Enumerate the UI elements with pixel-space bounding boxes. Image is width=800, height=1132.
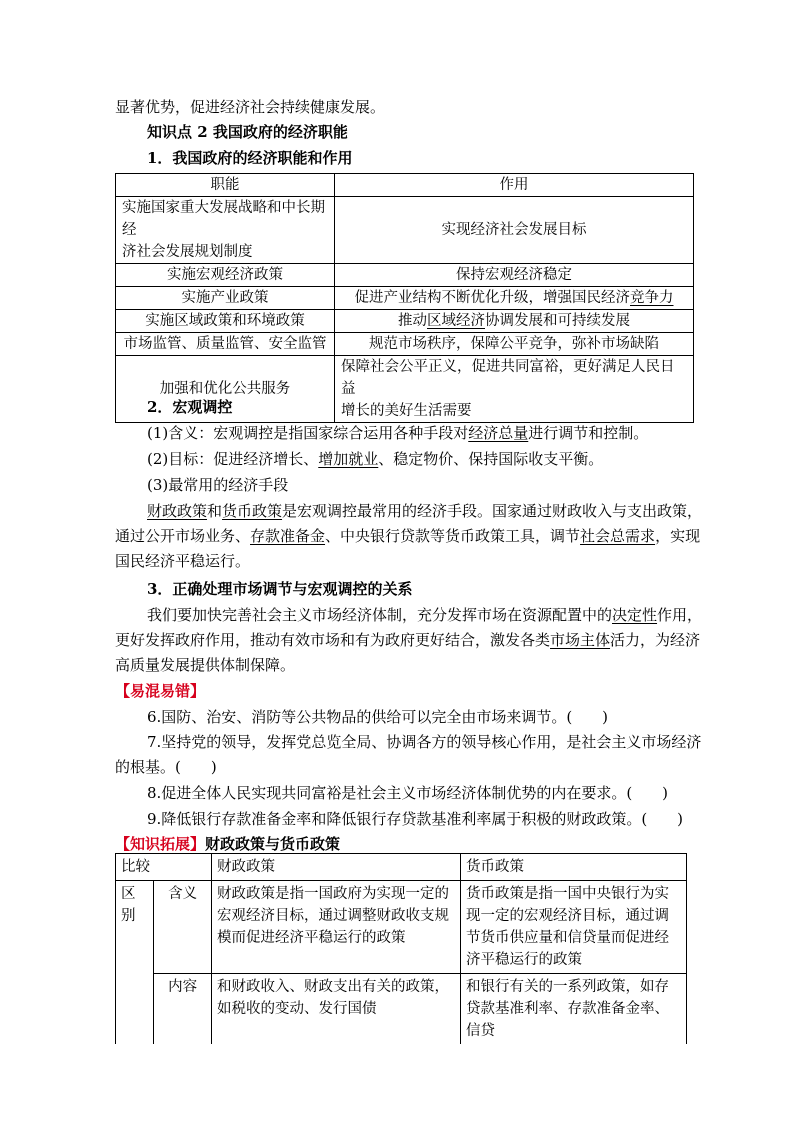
row-label-content: 内容 xyxy=(154,974,212,1045)
extension-title-tag: 【知识拓展】 xyxy=(115,835,206,853)
role-underlined-term: 竞争力 xyxy=(630,290,674,306)
text-span: 和 xyxy=(207,502,223,520)
function-cell: 实施区域政策和环境政策 xyxy=(116,310,335,333)
text-span: 通过公开市场业务、 xyxy=(115,527,251,545)
row-label-meaning: 含义 xyxy=(154,881,212,974)
role-cell: 保持宏观经济稳定 xyxy=(335,264,694,287)
role-cell xyxy=(335,287,694,310)
section-2-title: 知识点 2 我国政府的经济职能 xyxy=(147,123,348,141)
function-line: 实施国家重大发展战略和中长期经 xyxy=(122,200,325,238)
text-span: 、稳定物价、保持国际收支平衡。 xyxy=(378,450,604,468)
subsection-1-title: 1．我国政府的经济职能和作用 xyxy=(147,149,353,167)
role-cell: 规范市场秩序，保障公平竞争，弥补市场缺陷 xyxy=(335,333,694,356)
question-9: 9.降低银行存款准备金率和降低银行存贷款基准利率属于积极的财政政策。( ) xyxy=(147,810,684,828)
table-row xyxy=(116,881,687,974)
table-header-row xyxy=(116,174,694,197)
underlined-term: 存款准备金 xyxy=(250,527,326,545)
header-fiscal: 财政政策 xyxy=(212,854,461,881)
role-cell xyxy=(335,310,694,333)
table-row xyxy=(116,310,694,333)
text-span: 作用， xyxy=(657,606,703,624)
function-cell: 实施宏观经济政策 xyxy=(116,264,335,287)
role-line: 保障社会公平正义，促进共同富裕，更好满足人民日益 xyxy=(341,359,675,397)
function-cell xyxy=(116,197,335,264)
text-span: (1)含义：宏观调控是指国家综合运用各种手段对 xyxy=(147,424,469,442)
header-function: 职能 xyxy=(116,174,335,197)
underlined-term: 财政政策 xyxy=(147,502,208,520)
text-span: 进行调节和控制。 xyxy=(528,424,649,442)
question-8: 8.促进全体人民实现共同富裕是社会主义市场经济体制优势的内在要求。( ) xyxy=(147,784,669,802)
role-text: 推动 xyxy=(398,313,427,329)
text-span: 更好发挥政府作用，推动有效市场和有为政府更好结合，激发各类 xyxy=(115,631,551,649)
table-row xyxy=(116,197,694,264)
macro-goals xyxy=(147,448,603,470)
group-label-difference: 区 别 xyxy=(116,881,154,1045)
function-cell: 加强和优化公共服务 xyxy=(116,356,335,423)
macro-means-line-2 xyxy=(115,525,700,547)
role-line: 增长的美好生活需要 xyxy=(341,403,472,419)
header-monetary: 货币政策 xyxy=(461,854,687,881)
table-row xyxy=(116,974,687,1045)
underlined-term: 决定性 xyxy=(612,606,658,624)
text-span: 是宏观调控最常用的经济手段。国家通过财政收入与支出政策， xyxy=(282,502,703,520)
macro-means-line-1 xyxy=(147,500,702,522)
text-span: 、中央银行贷款等货币政策工具，调节 xyxy=(325,527,581,545)
table-row xyxy=(116,333,694,356)
text-span: 活力，为经济 xyxy=(610,631,701,649)
role-underlined-term: 区域经济 xyxy=(427,313,485,329)
question-7-line-2: 的根基。( ) xyxy=(115,758,217,776)
underlined-term: 市场主体 xyxy=(550,631,611,649)
text-span: (2)目标：促进经济增长、 xyxy=(147,450,319,468)
question-6: 6.国防、治安、消防等公共物品的供给可以完全由市场来调节。( ) xyxy=(147,708,609,726)
table-header-row xyxy=(116,854,687,881)
function-cell: 实施产业政策 xyxy=(116,287,335,310)
macro-means-line-3: 国民经济平稳运行。 xyxy=(115,552,251,570)
relation-line-2 xyxy=(115,629,700,651)
table-row xyxy=(116,287,694,310)
fiscal-content-cell: 和财政收入、财政支出有关的政策，如税收的变动、发行国债 xyxy=(212,974,461,1045)
macro-means-heading: (3)最常用的经济手段 xyxy=(147,476,289,494)
economic-functions-table xyxy=(115,173,694,423)
subsection-2-title: 2．宏观调控 xyxy=(147,398,233,416)
role-text: 协调发展和可持续发展 xyxy=(485,313,630,329)
text-span: 我们要加快完善社会主义市场经济体制，充分发挥市场在资源配置中的 xyxy=(147,606,613,624)
function-line: 济社会发展规划制度 xyxy=(122,244,253,260)
role-cell xyxy=(335,356,694,423)
monetary-meaning-cell: 货币政策是指一国中央银行为实现一定的宏观经济目标，通过调节货币供应量和信贷量而促进经济平稳运行的政策 xyxy=(461,881,687,974)
monetary-content-cell: 和银行有关的一系列政策，如存贷款基准利率、存款准备金率、信贷 xyxy=(461,974,687,1045)
header-compare: 比较 xyxy=(116,854,212,881)
fiscal-meaning-cell: 财政政策是指一国政府为实现一定的宏观经济目标，通过调整财政收支规模而促进经济平稳运行的政策 xyxy=(212,881,461,974)
header-role: 作用 xyxy=(335,174,694,197)
underlined-term: 社会总需求 xyxy=(580,527,656,545)
extension-title xyxy=(115,833,340,855)
underlined-term: 经济总量 xyxy=(468,424,529,442)
mix-error-title: 【易混易错】 xyxy=(115,682,206,700)
subsection-3-title: 3．正确处理市场调节与宏观调控的关系 xyxy=(147,580,413,598)
question-7-line-1: 7.坚持党的领导，发挥党总览全局、协调各方的领导核心作用，是社会主义市场经济 xyxy=(147,733,702,751)
relation-line-1 xyxy=(147,604,702,626)
table-row xyxy=(116,264,694,287)
function-cell: 市场监管、质量监管、安全监管 xyxy=(116,333,335,356)
underlined-term: 货币政策 xyxy=(222,502,283,520)
policy-comparison-table xyxy=(115,853,687,1044)
underlined-term: 增加就业 xyxy=(318,450,379,468)
intro-tail-text: 显著优势，促进经济社会持续健康发展。 xyxy=(115,98,386,116)
role-text: 促进产业结构不断优化升级，增强国民经济 xyxy=(354,290,630,306)
role-cell: 实现经济社会发展目标 xyxy=(335,197,694,264)
extension-title-text: 财政政策与货币政策 xyxy=(205,835,341,853)
macro-definition xyxy=(147,422,648,444)
text-span: ，实现 xyxy=(655,527,701,545)
relation-line-3: 高质量发展提供体制保障。 xyxy=(115,656,296,674)
